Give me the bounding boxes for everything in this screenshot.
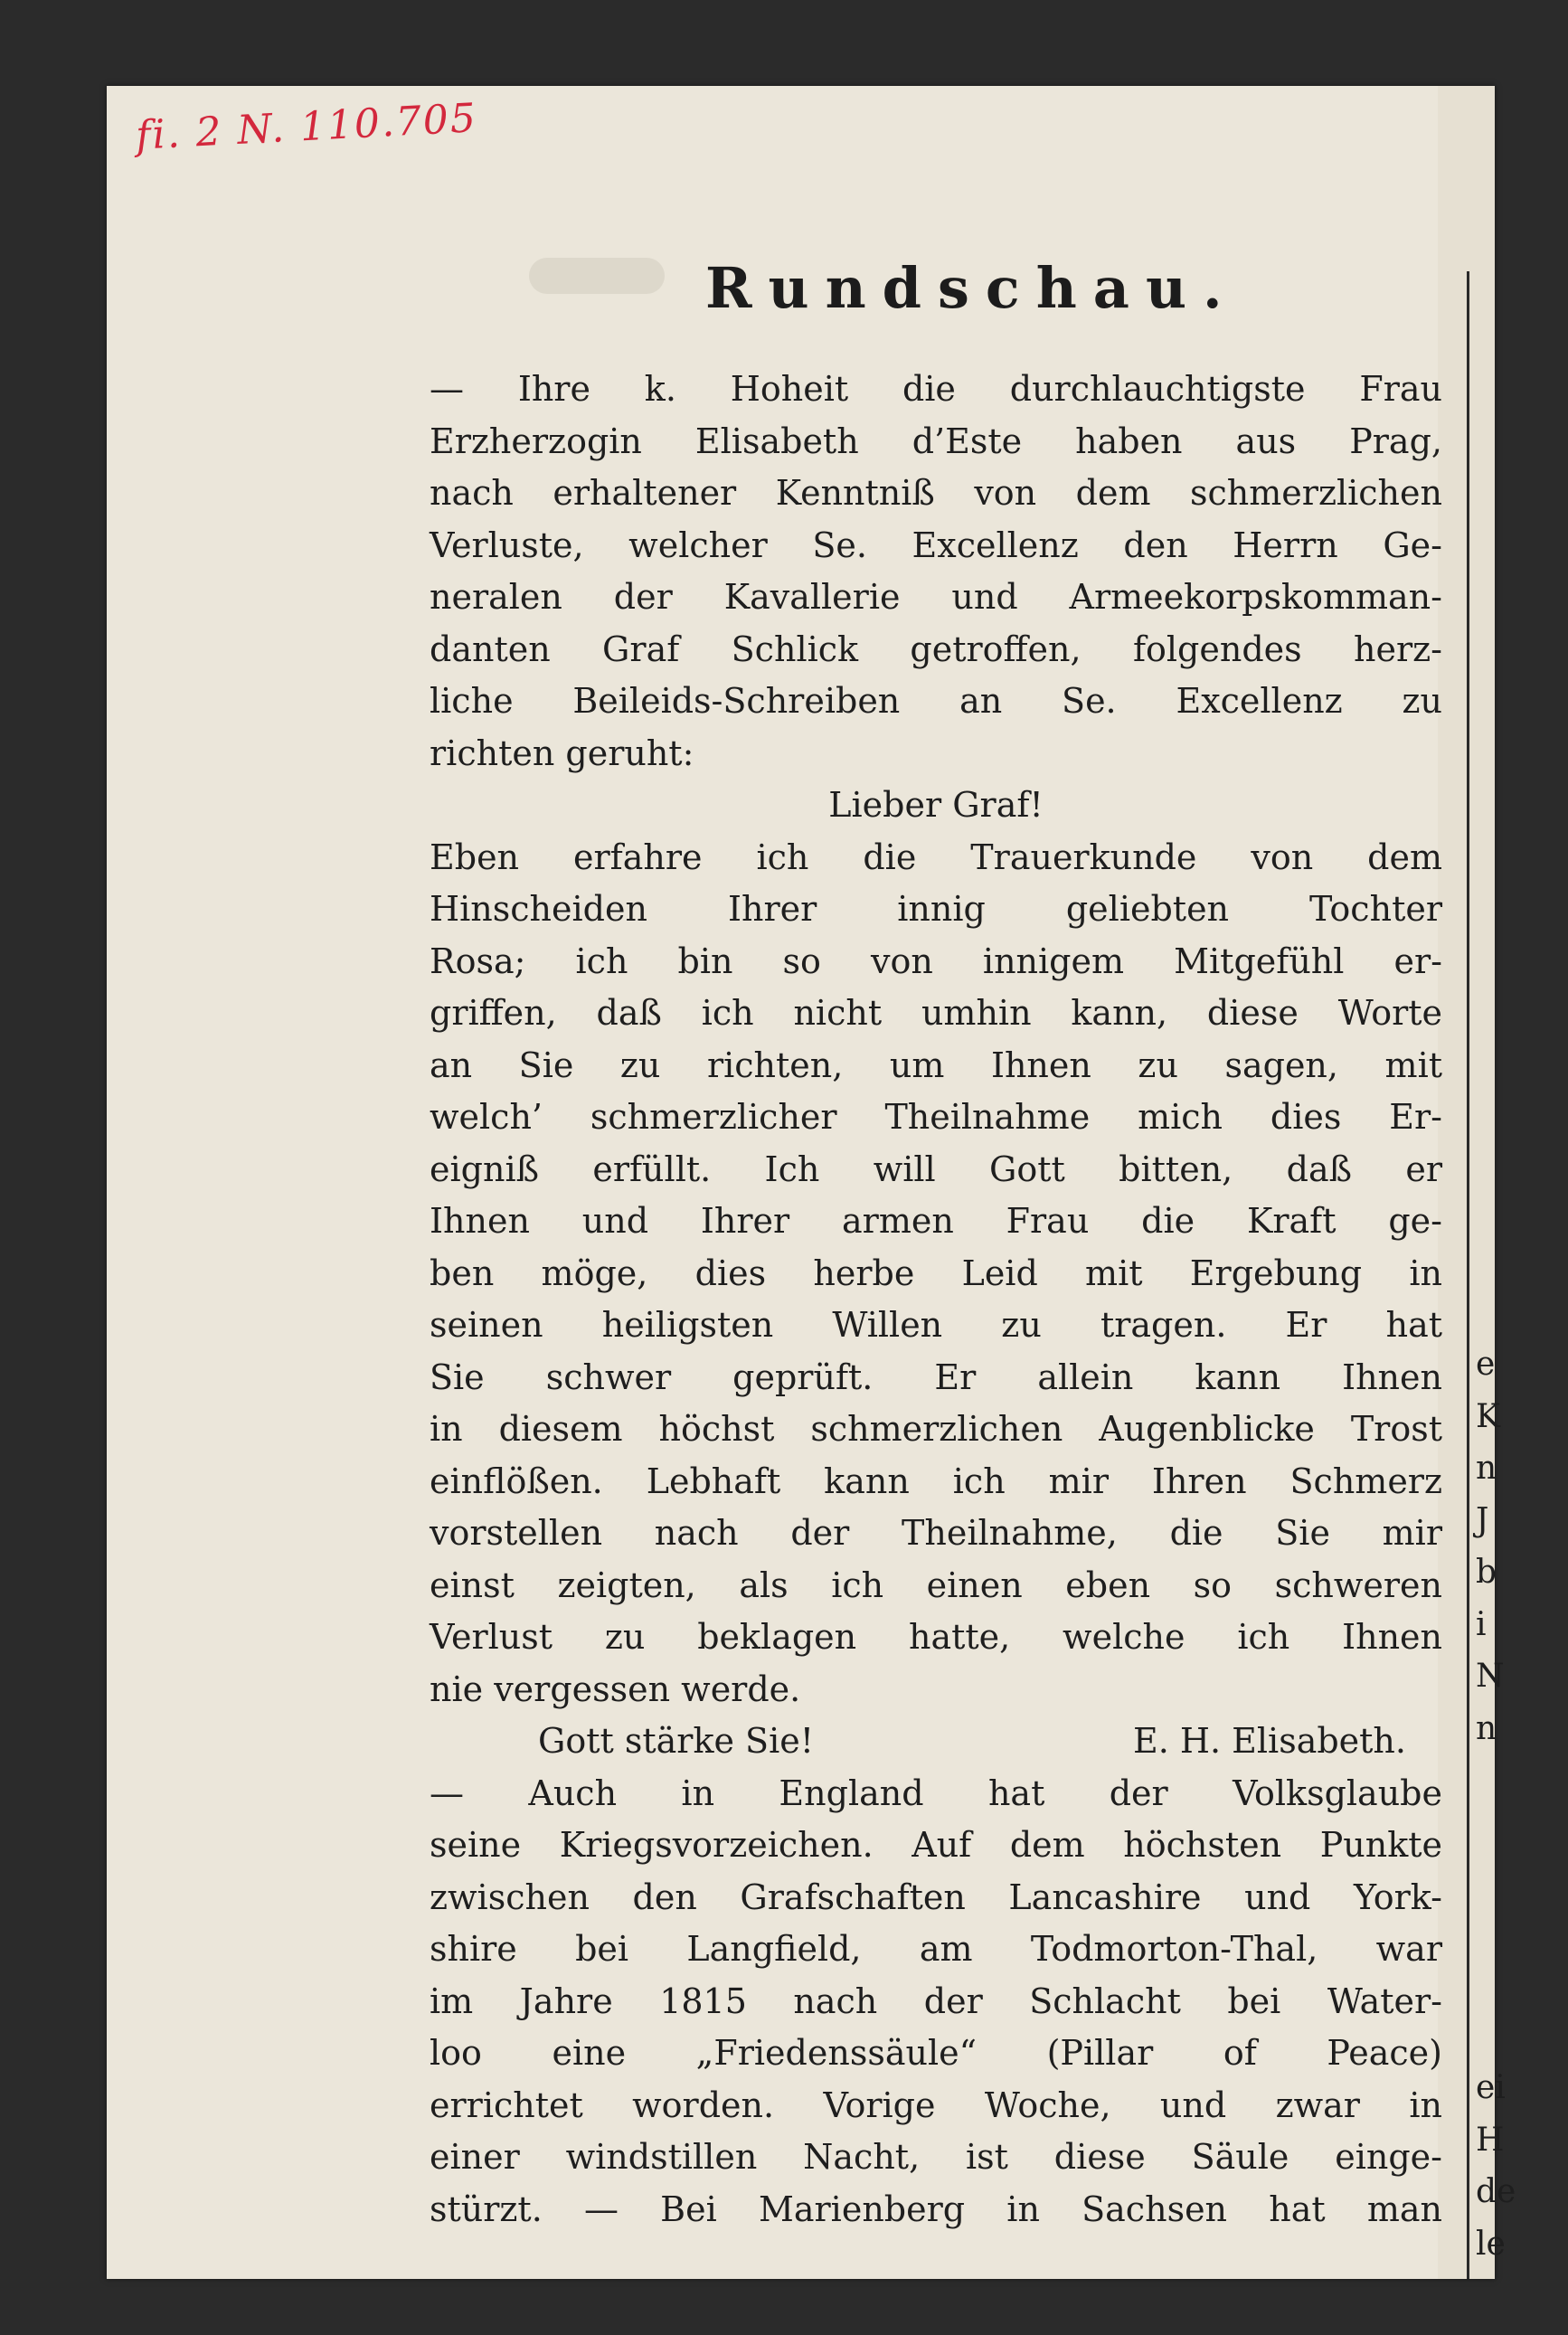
text-line: welch’ schmerzlicher Theilnahme mich dies Er- xyxy=(430,1097,1442,1137)
text-line: in diesem höchst schmerzlichen Augenblicke Trost xyxy=(430,1409,1442,1449)
text-line: — Auch in England hat der Volksglaube xyxy=(430,1773,1442,1813)
edge-letter: n xyxy=(1476,1709,1497,1747)
text-line: einflößen. Lebhaft kann ich mir Ihren Schmerz xyxy=(430,1461,1442,1501)
letter-closing xyxy=(430,1716,1442,1768)
text-line: danten Graf Schlick getroffen, folgendes herz- xyxy=(430,629,1442,669)
edge-letter: b xyxy=(1476,1554,1497,1591)
article-heading: Rundschau. xyxy=(705,255,1239,321)
text-line: Rosa; ich bin so von innigem Mitgefühl er- xyxy=(430,941,1442,981)
text-line: stürzt. — Bei Marienberg in Sachsen hat man xyxy=(430,2188,1442,2229)
text-line: Hinscheiden Ihrer innig geliebten Tochter xyxy=(430,889,1442,929)
edge-letter: ei xyxy=(1476,2069,1506,2106)
article-second-part xyxy=(430,1768,1442,2236)
text-line: an Sie zu richten, um Ihnen zu sagen, mit xyxy=(430,1045,1442,1085)
closing-greeting: Gott stärke Sie! xyxy=(538,1721,814,1761)
text-line: loo eine „Friedenssäule“ (Pillar of Peace) xyxy=(430,2033,1442,2073)
text-line: shire bei Langfield, am Todmorton-Thal, war xyxy=(430,1929,1442,1969)
neighbor-column-fragments-bottom xyxy=(1476,2062,1516,2270)
text-line: seine Kriegsvorzeichen. Auf dem höchsten Punkte xyxy=(430,1825,1442,1865)
text-line: nach erhaltener Kenntniß von dem schmerzlichen xyxy=(430,473,1442,513)
article-body xyxy=(430,364,1442,2236)
text-line: seinen heiligsten Willen zu tragen. Er hat xyxy=(430,1305,1442,1345)
text-line: Erzherzogin Elisabeth d’Este haben aus Prag, xyxy=(430,421,1442,461)
text-line: Eben erfahre ich die Trauerkunde von dem xyxy=(430,837,1442,877)
text-line: Sie schwer geprüft. Er allein kann Ihnen xyxy=(430,1357,1442,1397)
handwritten-archive-note: fi. 2 N. 110.705 xyxy=(134,95,478,159)
text-line: griffen, daß ich nicht umhin kann, diese Worte xyxy=(430,993,1442,1033)
edge-letter: J xyxy=(1476,1501,1489,1539)
neighbor-column-fragments xyxy=(1476,1338,1512,1754)
text-line: liche Beileids-Schreiben an Se. Excellenz zu xyxy=(430,681,1442,721)
faded-stain xyxy=(529,258,665,294)
text-line: ben möge, dies herbe Leid mit Ergebung in xyxy=(430,1253,1442,1293)
closing-signature: E. H. Elisabeth. xyxy=(1132,1721,1406,1761)
edge-letter: N xyxy=(1476,1658,1505,1695)
article-first-part xyxy=(430,364,1442,1716)
text-line: — Ihre k. Hoheit die durchlauchtigste Frau xyxy=(430,369,1442,409)
text-line: zwischen den Grafschaften Lancashire und York- xyxy=(430,1877,1442,1917)
edge-letter: i xyxy=(1476,1605,1487,1643)
edge-letter: K xyxy=(1476,1397,1500,1435)
text-line: eigniß erfüllt. Ich will Gott bitten, daß er xyxy=(430,1149,1442,1189)
text-line: im Jahre 1815 nach der Schlacht bei Water- xyxy=(430,1980,1442,2021)
text-line: einer windstillen Nacht, ist diese Säule einge- xyxy=(430,2137,1442,2177)
text-line: richten geruht: xyxy=(430,733,694,773)
edge-letter: de xyxy=(1476,2173,1516,2210)
edge-letter: H xyxy=(1476,2121,1505,2159)
text-line: einst zeigten, als ich einen eben so schweren xyxy=(430,1565,1442,1605)
text-line: Verlust zu beklagen hatte, welche ich Ihnen xyxy=(430,1617,1442,1657)
text-line: errichtet worden. Vorige Woche, und zwar in xyxy=(430,2084,1442,2125)
text-line: nie vergessen werde. xyxy=(430,1669,801,1709)
text-line: Verluste, welcher Se. Excellenz den Herrn Ge- xyxy=(430,525,1442,565)
edge-letter: le xyxy=(1476,2225,1506,2263)
column-divider xyxy=(1467,271,1469,2279)
text-line: neralen der Kavallerie und Armeekorpskomman- xyxy=(430,577,1442,617)
edge-letter: e xyxy=(1476,1346,1496,1383)
edge-letter: n xyxy=(1476,1450,1497,1487)
text-line: Lieber Graf! xyxy=(828,785,1044,825)
text-line: vorstellen nach der Theilnahme, die Sie mir xyxy=(430,1513,1442,1553)
text-line: Ihnen und Ihrer armen Frau die Kraft ge- xyxy=(430,1201,1442,1241)
